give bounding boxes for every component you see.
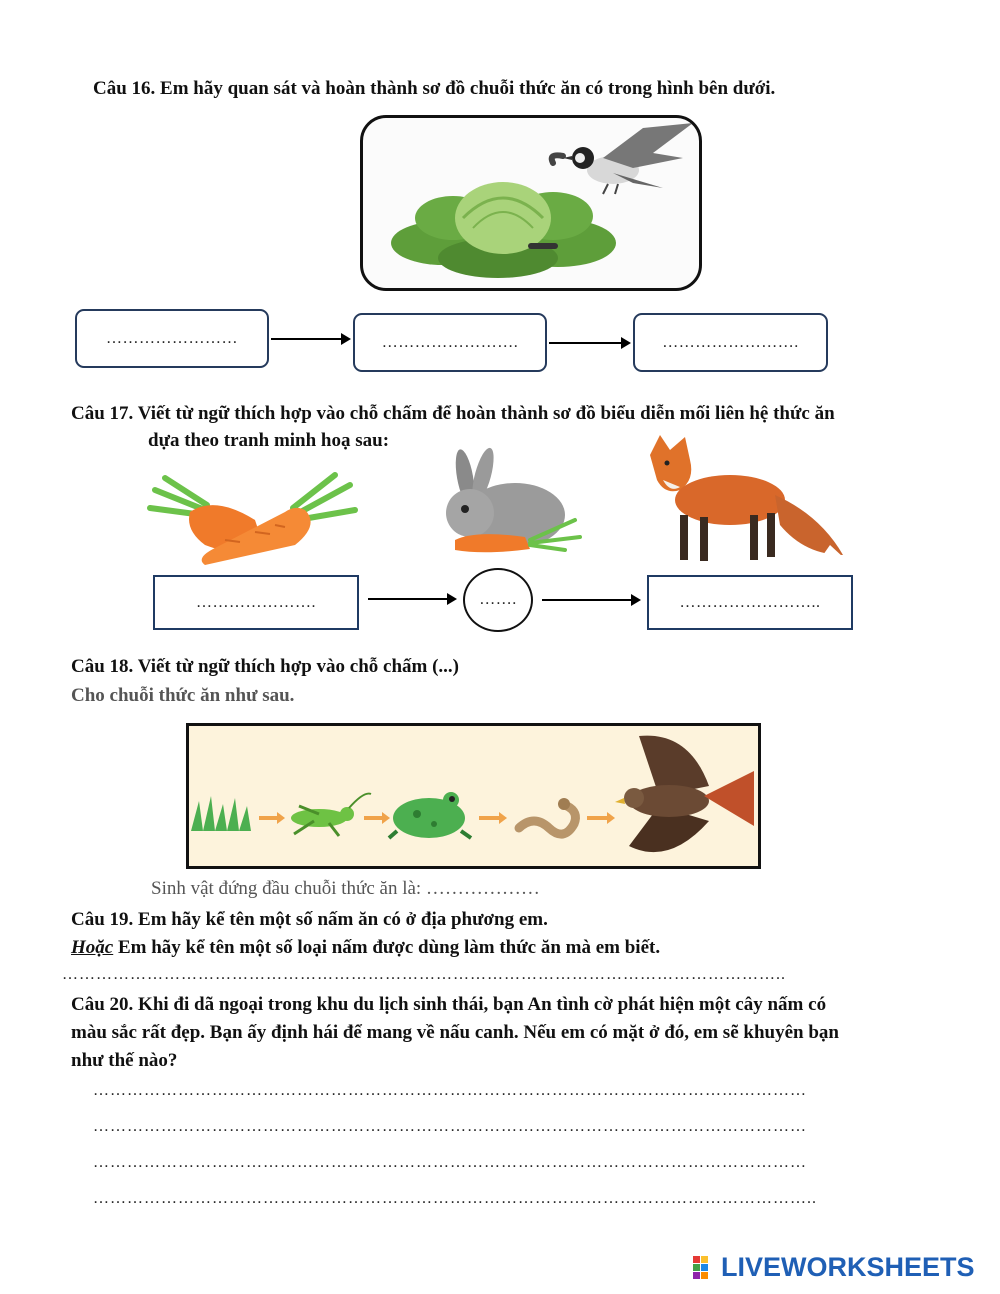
q19-title: Câu 19. Em hãy kể tên một số nấm ăn có ở địa phương em.: [71, 909, 548, 930]
food-chain-illustration: [189, 726, 758, 866]
q17-arrow-1: [368, 598, 455, 600]
q17-answer-box-3[interactable]: [647, 575, 853, 630]
cabbage-bird-illustration: [363, 118, 699, 288]
q20-answer-line-4[interactable]: ………………………………………………………………………………………………………………..: [93, 1190, 817, 1207]
q16-illustration: [360, 115, 702, 291]
q17-arrow-2: [542, 599, 639, 601]
q20-answer-line-2[interactable]: ………………………………………………………………………………………………………………: [93, 1118, 807, 1135]
q16-box-1-text: ……………………: [106, 329, 238, 347]
q17-answer-circle[interactable]: [463, 568, 533, 632]
q16-arrow-2: [549, 342, 629, 344]
rabbit-image: [435, 445, 585, 557]
grasshopper-icon: [291, 794, 371, 836]
food-chain-strip: [186, 723, 761, 869]
q20-line-3: như thế nào?: [71, 1050, 178, 1071]
q16-answer-box-2[interactable]: [353, 313, 547, 372]
q19-or-rest: Em hãy kể tên một số loại nấm được dùng làm thức ăn mà em biết.: [113, 937, 661, 958]
q19-or-line: [71, 934, 660, 961]
grass-icon: [191, 796, 251, 831]
hawk-icon: [615, 736, 754, 853]
q16-box-2-text: …………………….: [381, 333, 519, 351]
q20-line-2: màu sắc rất đẹp. Bạn ấy định hái để mang về nấu canh. Nếu em có mặt ở đó, em sẽ khuyên bạn: [71, 1022, 839, 1043]
q19-answer-line[interactable]: ………………………………………………………………………………………………………………..: [62, 966, 786, 983]
q17-box-3-text: ……………………..: [679, 593, 821, 611]
q17-answer-box-1[interactable]: [153, 575, 359, 630]
q16-answer-box-1[interactable]: [75, 309, 269, 368]
q18-subtitle: Cho chuỗi thức ăn như sau.: [71, 685, 295, 706]
q18-title: Câu 18. Viết từ ngữ thích hợp vào chỗ chấm (...): [71, 656, 460, 677]
liveworksheets-logo-icon: [693, 1256, 717, 1280]
q16-arrow-1: [271, 338, 349, 340]
q18-answer-prompt[interactable]: Sinh vật đứng đầu chuỗi thức ăn là: ………………: [151, 878, 540, 899]
q20-answer-line-3[interactable]: ………………………………………………………………………………………………………………: [93, 1154, 807, 1171]
q16-answer-box-3[interactable]: [633, 313, 828, 372]
q16-box-3-text: …………………….: [662, 333, 799, 351]
liveworksheets-brand-text: LIVEWORKSHEETS: [721, 1252, 975, 1282]
q16-title: Câu 16. Em hãy quan sát và hoàn thành sơ đồ chuỗi thức ăn có trong hình bên dưới.: [93, 78, 776, 99]
carrot-image: [145, 470, 360, 570]
fox-image: [645, 435, 845, 565]
q20-line-1: Câu 20. Khi đi dã ngoại trong khu du lịch sinh thái, bạn An tình cờ phát hiện một cây nấm có: [71, 994, 827, 1015]
liveworksheets-logo: [693, 1252, 975, 1283]
frog-icon: [389, 792, 471, 838]
q19-or-word: Hoặc: [71, 937, 114, 958]
q17-title-line-2: dựa theo tranh minh hoạ sau:: [148, 430, 390, 451]
q17-circle-text: …….: [479, 591, 517, 608]
snake-icon: [519, 798, 575, 834]
q20-answer-line-1[interactable]: ………………………………………………………………………………………………………………: [93, 1082, 807, 1099]
q17-box-1-text: ………………….: [196, 593, 316, 611]
q17-title-line-1: Câu 17. Viết từ ngữ thích hợp vào chỗ chấm để hoàn thành sơ đồ biểu diễn mối liên hệ thức ăn: [71, 403, 835, 424]
